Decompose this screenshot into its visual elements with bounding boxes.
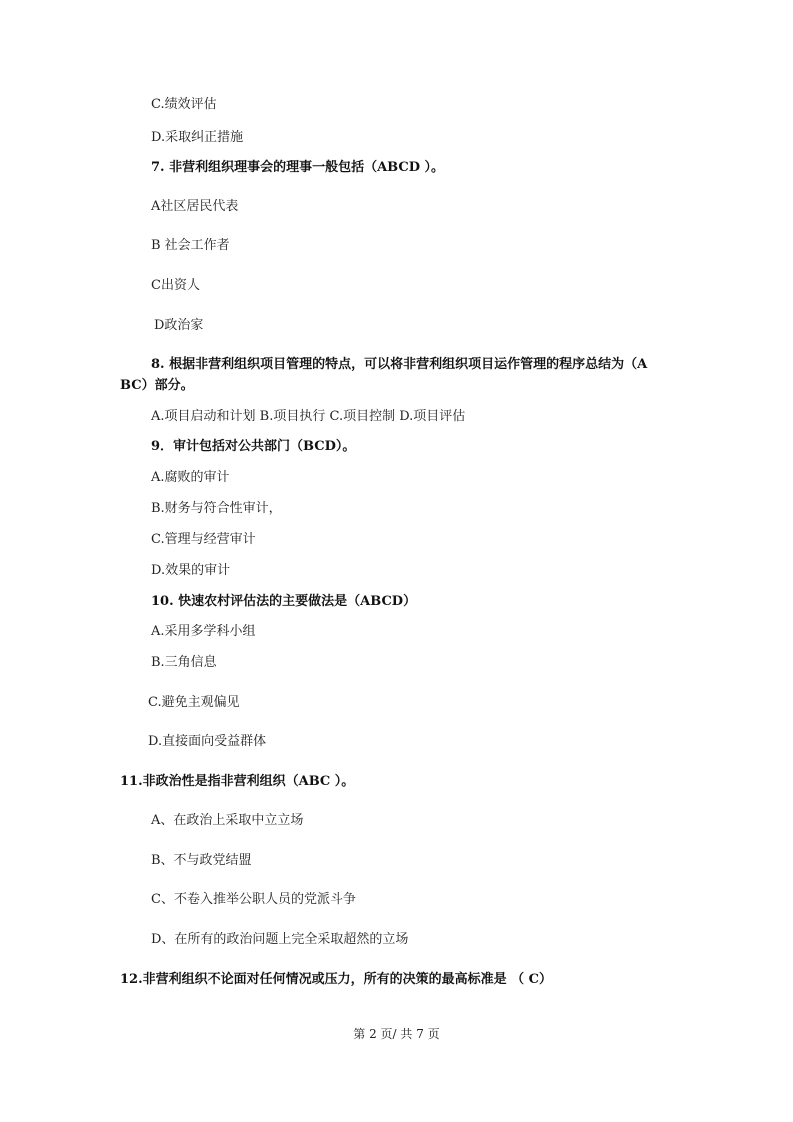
option-7b: B 社会工作者 bbox=[151, 238, 230, 253]
option-10d: D.直接面向受益群体 bbox=[148, 734, 267, 749]
question-9: 9．审计包括对公共部门（BCD）。 bbox=[151, 439, 356, 454]
options-8: A.项目启动和计划 B.项目执行 C.项目控制 D.项目评估 bbox=[151, 409, 466, 424]
question-12: 12.非营利组织不论面对任何情况或压力，所有的决策的最高标准是 （ C） bbox=[120, 972, 553, 987]
option-9b: B.财务与符合性审计， bbox=[151, 501, 282, 516]
question-10: 10. 快速农村评估法的主要做法是（ABCD） bbox=[151, 594, 417, 609]
option-7c: C出资人 bbox=[151, 278, 200, 293]
option-11c: C、不卷入推举公职人员的党派斗争 bbox=[151, 892, 356, 907]
question-8: 8. 根据非营利组织项目管理的特点，可以将非营利组织项目运作管理的程序总结为（A bbox=[151, 357, 648, 372]
option-6c: C.绩效评估 bbox=[151, 97, 217, 112]
page-footer: 第 2 页/ 共 7 页 bbox=[353, 1027, 440, 1041]
question-7: 7. 非营利组织理事会的理事一般包括（ABCD ）。 bbox=[151, 160, 445, 175]
option-11d: D、在所有的政治问题上完全采取超然的立场 bbox=[151, 932, 409, 947]
option-9c: C.管理与经营审计 bbox=[151, 532, 256, 547]
option-7d: D政治家 bbox=[154, 318, 204, 333]
option-10b: B.三角信息 bbox=[151, 655, 217, 670]
option-6d: D.采取纠正措施 bbox=[151, 130, 244, 145]
option-10a: A.采用多学科小组 bbox=[151, 624, 256, 639]
option-9d: D.效果的审计 bbox=[151, 563, 231, 578]
option-11b: B、不与政党结盟 bbox=[151, 853, 252, 868]
question-11: 11.非政治性是指非营利组织（ABC ）。 bbox=[120, 774, 355, 789]
option-9a: A.腐败的审计 bbox=[151, 470, 230, 485]
option-10c: C.避免主观偏见 bbox=[148, 695, 240, 710]
question-8-continued: BC）部分。 bbox=[120, 378, 194, 393]
option-7a: A社区居民代表 bbox=[151, 199, 239, 214]
option-11a: A、在政治上采取中立立场 bbox=[151, 813, 304, 828]
